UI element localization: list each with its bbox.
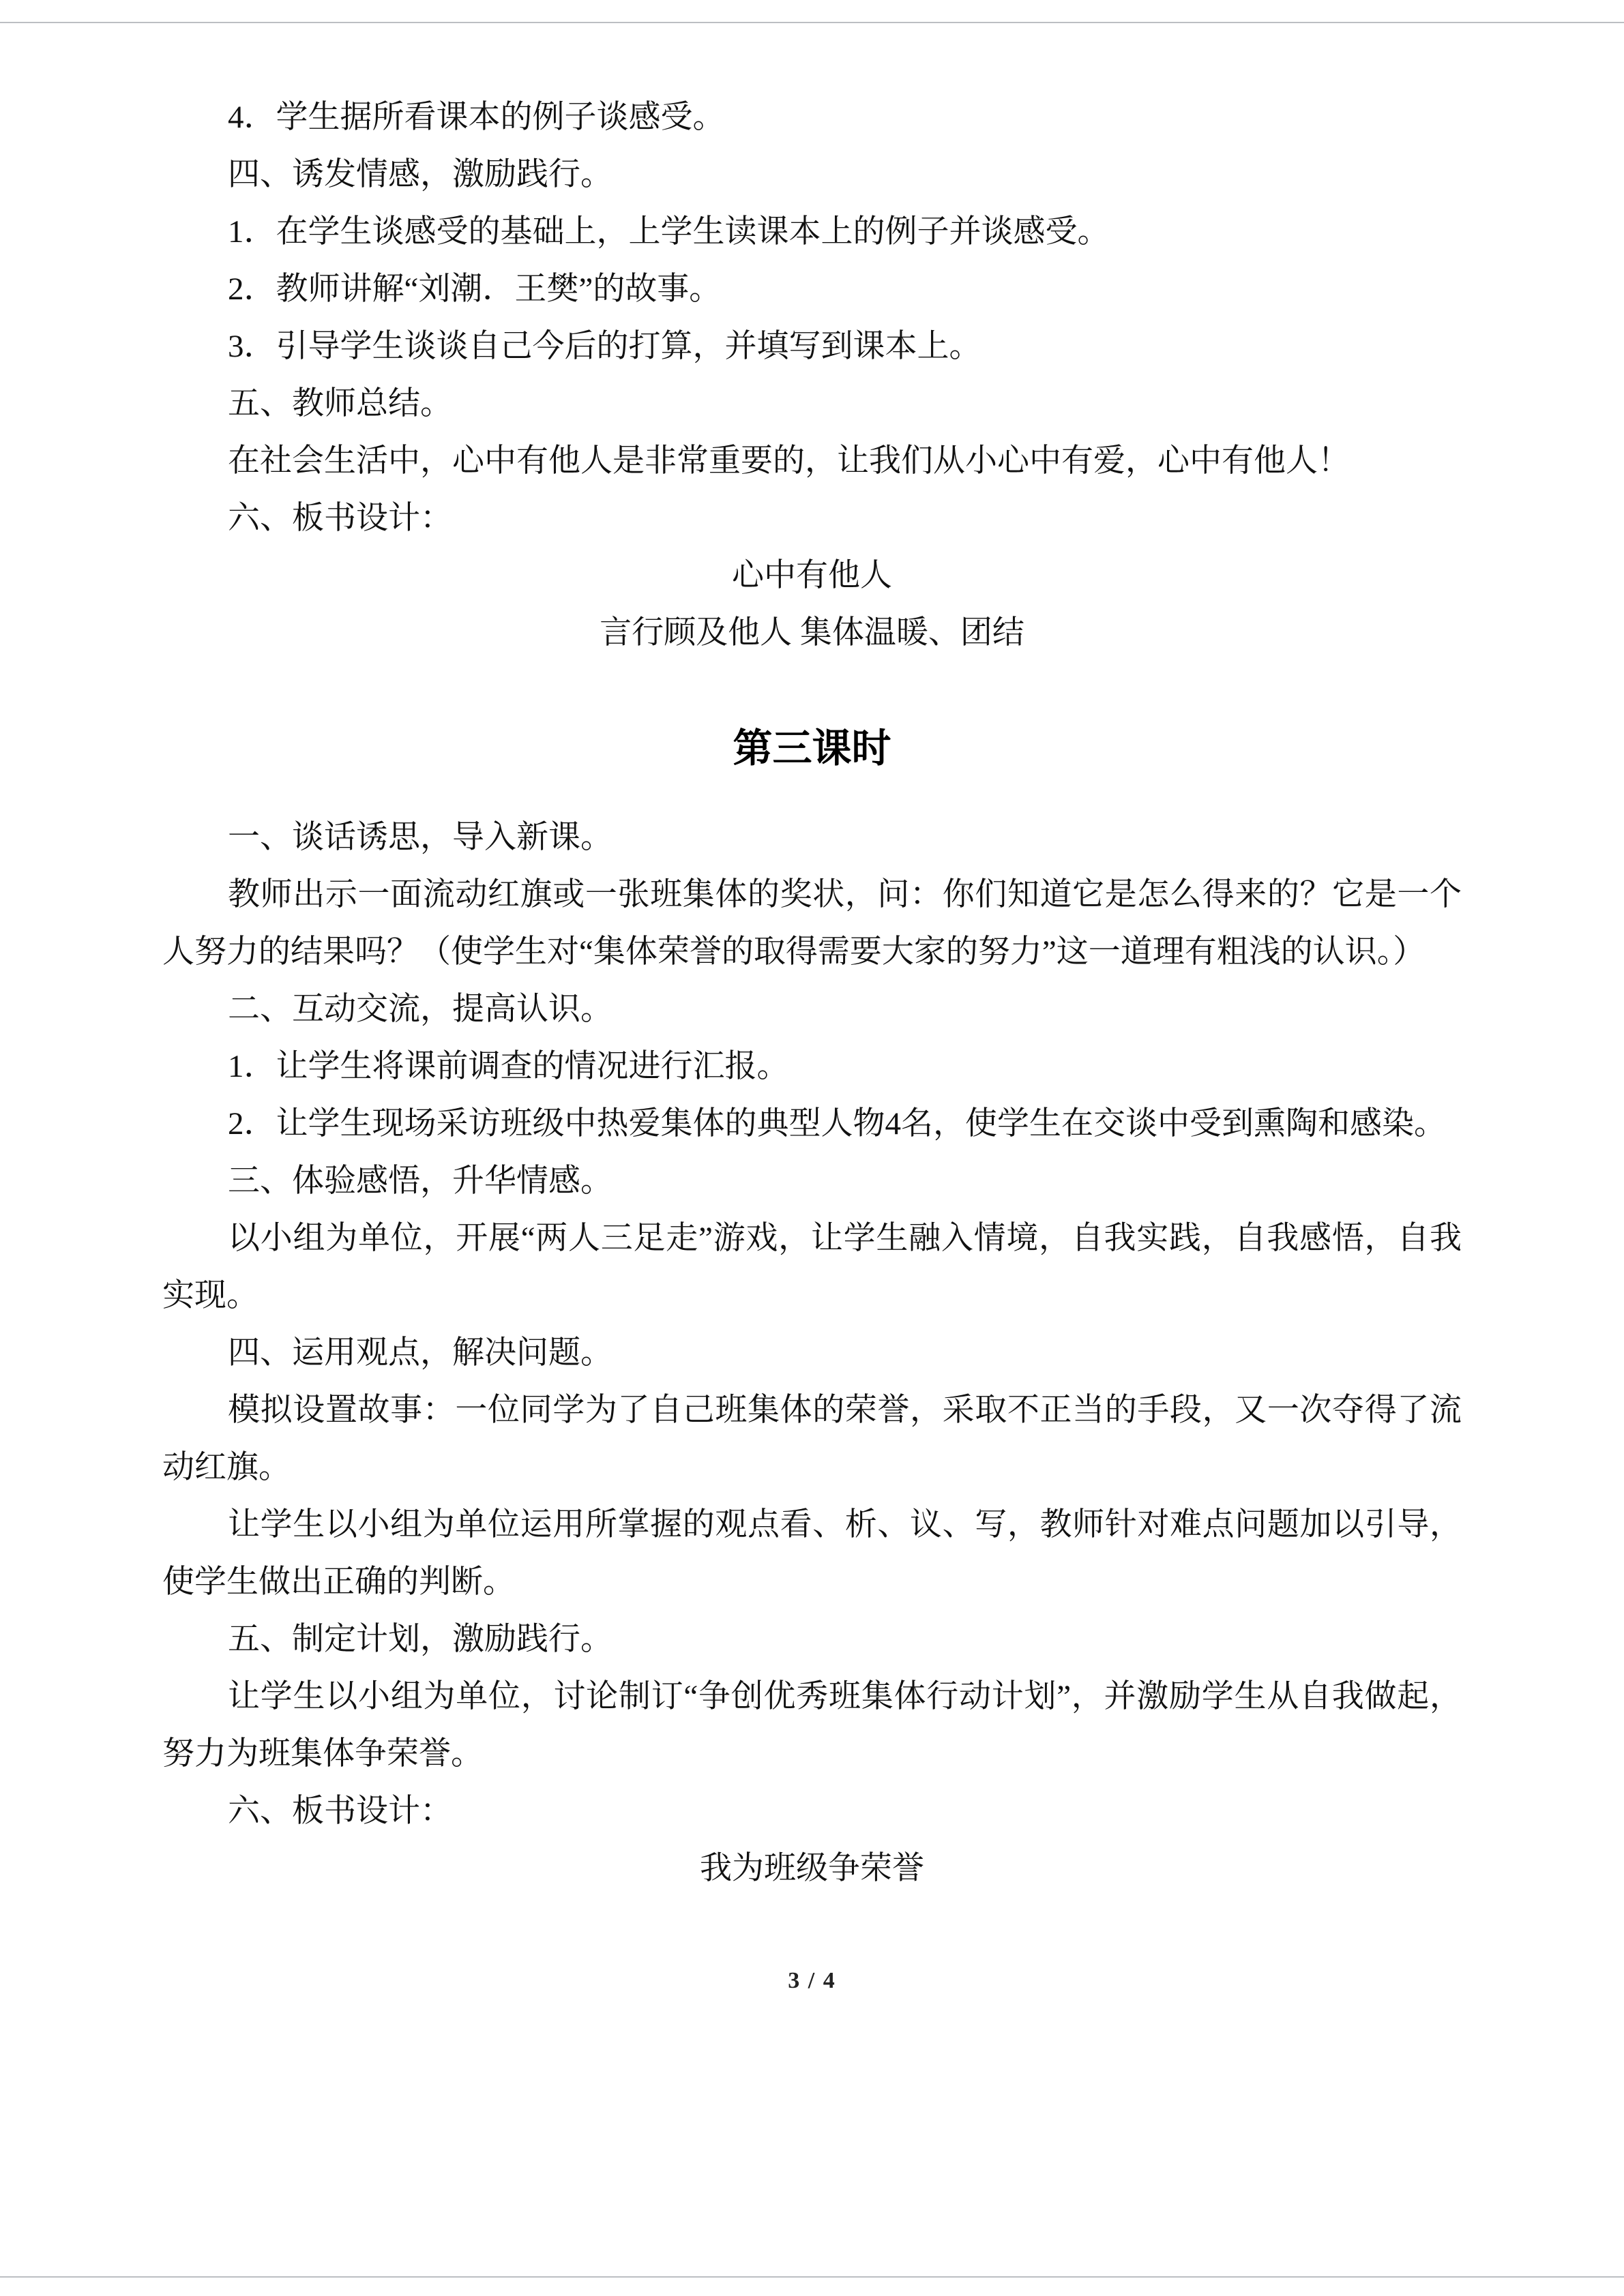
paragraph: 2．教师讲解“刘潮．王樊”的故事。 (228, 271, 722, 307)
paragraph: 六、板书设计： (228, 1793, 452, 1829)
paragraph: 4．学生据所看课本的例子谈感受。 (228, 100, 725, 135)
paragraph: 教师出示一面流动红旗或一张班集体的奖状，问：你们知道它是怎么得来的？它是一个人努力的结果吗？（使学生对“集体荣誉的取得需要大家的努力”这一道理有粗浅的认识。） (162, 877, 1462, 970)
page-top-border (0, 22, 1624, 23)
paragraph: 五、教师总结。 (228, 386, 452, 421)
paragraph: 模拟设置故事：一位同学为了自己班集体的荣誉，采取不正当的手段，又一次夺得了流动红旗。 (162, 1392, 1462, 1485)
page-footer (0, 1968, 1624, 1994)
board-design-line: 心中有他人 (732, 558, 892, 593)
document-body (162, 89, 1462, 1897)
section-heading: 第三课时 (733, 726, 891, 771)
paragraph: 三、体验感悟，升华情感。 (228, 1163, 612, 1199)
paragraph: 2．让学生现场采访班级中热爱集体的典型人物4名，使学生在交谈中受到熏陶和感染。 (228, 1106, 1446, 1142)
paragraph: 五、制定计划，激励践行。 (228, 1622, 612, 1657)
paragraph: 在社会生活中，心中有他人是非常重要的，让我们从小心中有爱，心中有他人！ (228, 443, 1350, 479)
paragraph: 让学生以小组为单位，讨论制订“争创优秀班集体行动计划”，并激励学生从自我做起，努力为班集体争荣誉。 (162, 1679, 1462, 1772)
board-design-line: 言行顾及他人 集体温暖、团结 (600, 615, 1024, 651)
page-bottom-border (0, 2276, 1624, 2278)
paragraph: 让学生以小组为单位运用所掌握的观点看、析、议、写，教师针对难点问题加以引导，使学生做出正确的判断。 (162, 1507, 1462, 1600)
paragraph: 以小组为单位，开展“两人三足走”游戏，让学生融入情境，自我实践，自我感悟，自我实现。 (162, 1221, 1462, 1313)
paragraph: 1．在学生谈感受的基础上，上学生读课本上的例子并谈感受。 (228, 214, 1110, 250)
paragraph: 四、运用观点，解决问题。 (228, 1335, 612, 1371)
paragraph: 二、互动交流，提高认识。 (228, 992, 612, 1027)
page-number: 3 / 4 (788, 1968, 836, 1993)
board-design-line: 我为班级争荣誉 (700, 1851, 924, 1886)
paragraph: 六、板书设计： (228, 501, 452, 536)
paragraph: 一、谈话诱思，导入新课。 (228, 820, 612, 855)
paragraph: 3．引导学生谈谈自己今后的打算，并填写到课本上。 (228, 329, 981, 364)
paragraph: 四、诱发情感，激励践行。 (228, 157, 612, 192)
paragraph: 1．让学生将课前调查的情况进行汇报。 (228, 1049, 789, 1084)
